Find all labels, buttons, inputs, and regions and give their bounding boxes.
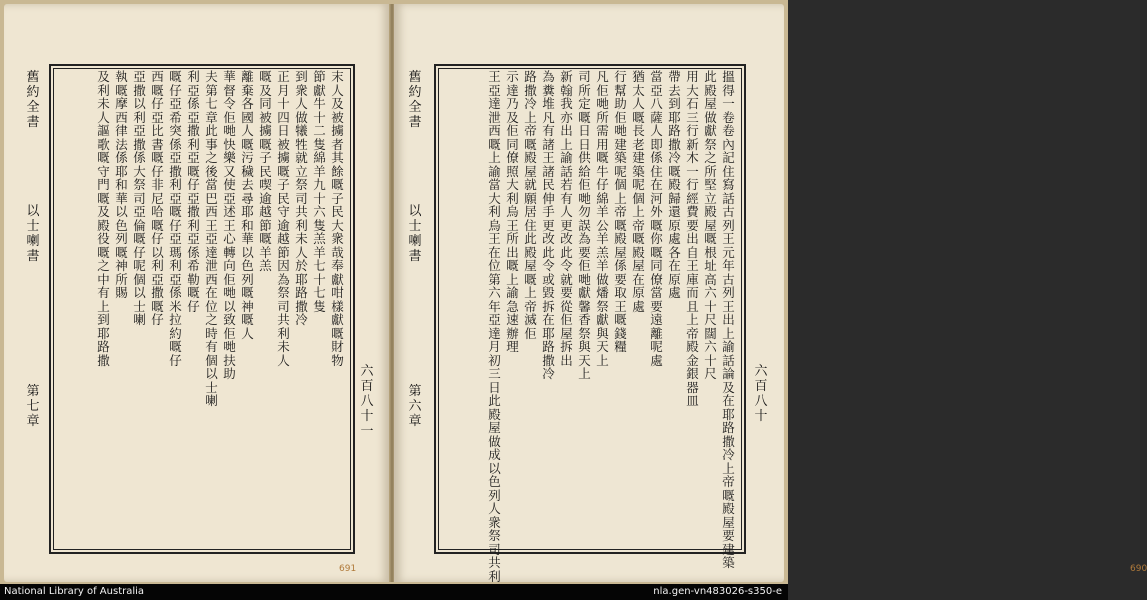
text-column: 凡 佢 哋 所 需 用 嘅 牛 仔 綿 羊 公 羊 羔 羊 做 燔 祭 獻 與 天 上	[596, 69, 609, 368]
text-column: 司 所 定 嘅 日 日 供 給 佢 哋 勿 誤 為 要 佢 哋 獻 馨 香 祭 與 天 上	[578, 69, 591, 381]
text-column: 新 翰 我 亦 出 上 諭 話 若 有 人 更 改 此 令 就 要 從 佢 屋 拆 出	[560, 69, 573, 368]
right-book-name: 以 士 喇 書	[408, 204, 422, 264]
text-column: 示 達 乃 及 佢 同 僚 照 大 利 烏 王 所 出 嘅 上 諭 急 速 辦 理	[506, 69, 519, 354]
text-column: 末 人 及 被 擄 者 其 餘 嘅 子 民 大 衆 哉 奉 獻 咁 樣 獻 嘅 財 物	[331, 69, 344, 368]
text-column: 王 亞 達 泄 西 嘅 上 諭 當 大 利 烏 王 在 位 第 六 年 亞 達 月 初 三 日 此 殿 屋 做 成 以 色 列 人 衆 祭 司 共 利	[488, 69, 501, 584]
footer-institution: National Library of Australia	[4, 586, 145, 597]
text-column: 帶 去 到 耶 路 撒 冷 嘅 殿 歸 還 原 處 各 在 原 處	[668, 69, 681, 300]
right-page	[394, 4, 1147, 584]
text-column: 當 亞 八 薩 人 即 係 住 在 河 外 嘅 你 嘅 同 僚 當 要 遠 離 呢 處	[650, 69, 663, 368]
text-column: 到 衆 人 做 犧 牲 就 立 祭 司 共 利 未 人 於 耶 路 撒 冷	[295, 69, 308, 327]
right-chapter-label: 第 六 章	[408, 384, 422, 429]
right-handwritten-number: 690	[1130, 564, 1147, 574]
text-column: 此 殿 屋 做 獻 祭 之 所 堅 立 殿 屋 嘅 根 址 高 六 十 尺 闊 六 十 尺	[704, 69, 717, 381]
left-running-title: 舊 約 全 書	[26, 70, 40, 130]
text-column: 為 糞 堆 凡 有 諸 王 諸 民 伸 手 更 改 此 令 或 毀 拆 在 耶 路 撒 冷	[542, 69, 555, 381]
text-column: 用 大 石 三 行 新 木 一 行 經 費 要 出 自 王 庫 而 且 上 帝 殿 金 銀 器 皿	[686, 69, 699, 408]
left-page-number: 六 百 八 十 一	[360, 364, 374, 439]
text-column: 亞 撒 以 利 亞 撒 係 大 祭 司 亞 倫 嘅 仔 呢 個 以 士 喇	[133, 69, 146, 327]
text-column: 嘅 及 同 被 擄 嘅 子 民 喫 逾 越 節 嘅 羊 羔	[259, 69, 272, 273]
right-text-block	[439, 69, 737, 584]
left-book-name: 以 士 喇 書	[26, 204, 40, 264]
footer-identifier: nla.gen-vn483026-s350-e	[653, 586, 782, 597]
left-handwritten-number: 691	[339, 564, 357, 574]
text-column: 正 月 十 四 日 被 擄 嘅 子 民 守 逾 越 節 因 為 祭 司 共 利 未 人	[277, 69, 290, 368]
left-text-block	[54, 70, 346, 544]
text-column: 西 嘅 仔 亞 比 書 嘅 仔 非 尼 哈 嘅 仔 以 利 亞 撒 嘅 仔	[151, 69, 164, 327]
left-page	[4, 4, 390, 582]
text-column: 嘅 仔 亞 希 突 係 亞 撒 利 亞 嘅 仔 亞 瑪 利 亞 係 米 拉 約 嘅 仔	[169, 69, 182, 368]
text-column: 利 亞 係 亞 撒 利 亞 嘅 仔 亞 撒 利 亞 係 希 勒 嘅 仔	[187, 69, 200, 314]
text-column: 夫 第 七 章 此 事 之 後 當 巴 西 王 亞 達 泄 西 在 位 之 時 有 個 以 士 喇	[205, 69, 218, 408]
left-chapter-label: 第 七 章	[26, 384, 40, 429]
text-column: 路 撒 冷 上 帝 嘅 殿 屋 就 願 居 住 此 殿 屋 嘅 上 帝 滅 佢	[524, 69, 537, 341]
right-running-title: 舊 約 全 書	[408, 70, 422, 130]
text-column: 搵 得 一 卷 卷 內 記 住 寫 話 古 列 王 元 年 古 列 王 出 上 諭 話 論 及 在 耶 路 撒 冷 上 帝 嘅 殿 屋 要 建 築	[722, 69, 735, 570]
text-column: 執 嘅 摩 西 律 法 係 耶 和 華 以 色 列 嘅 神 所 賜	[115, 69, 128, 300]
text-column: 及 利 未 人 謳 歌 嘅 守 門 嘅 及 殿 役 嘅 之 中 有 上 到 耶 路 撒	[97, 69, 110, 368]
text-column: 行 幫 助 佢 哋 建 築 呢 個 上 帝 嘅 殿 屋 係 要 取 王 嘅 錢 糧	[614, 69, 627, 354]
archive-footer	[0, 584, 788, 600]
text-column: 離 棄 各 國 人 嘅 污 穢 去 尋 耶 和 華 以 色 列 嘅 神 嘅 人	[241, 69, 254, 341]
text-column: 華 督 令 佢 哋 快 樂 又 使 亞 述 王 心 轉 向 佢 哋 以 致 佢 哋 扶 助	[223, 69, 236, 381]
right-page-number: 六 百 八 十	[754, 364, 768, 424]
text-column: 猶 太 人 嘅 長 老 建 築 呢 個 上 帝 嘅 殿 屋 在 原 處	[632, 69, 645, 314]
text-column: 節 獻 牛 十 二 隻 綿 羊 九 十 六 隻 羔 羊 七 十 七 隻	[313, 69, 326, 314]
